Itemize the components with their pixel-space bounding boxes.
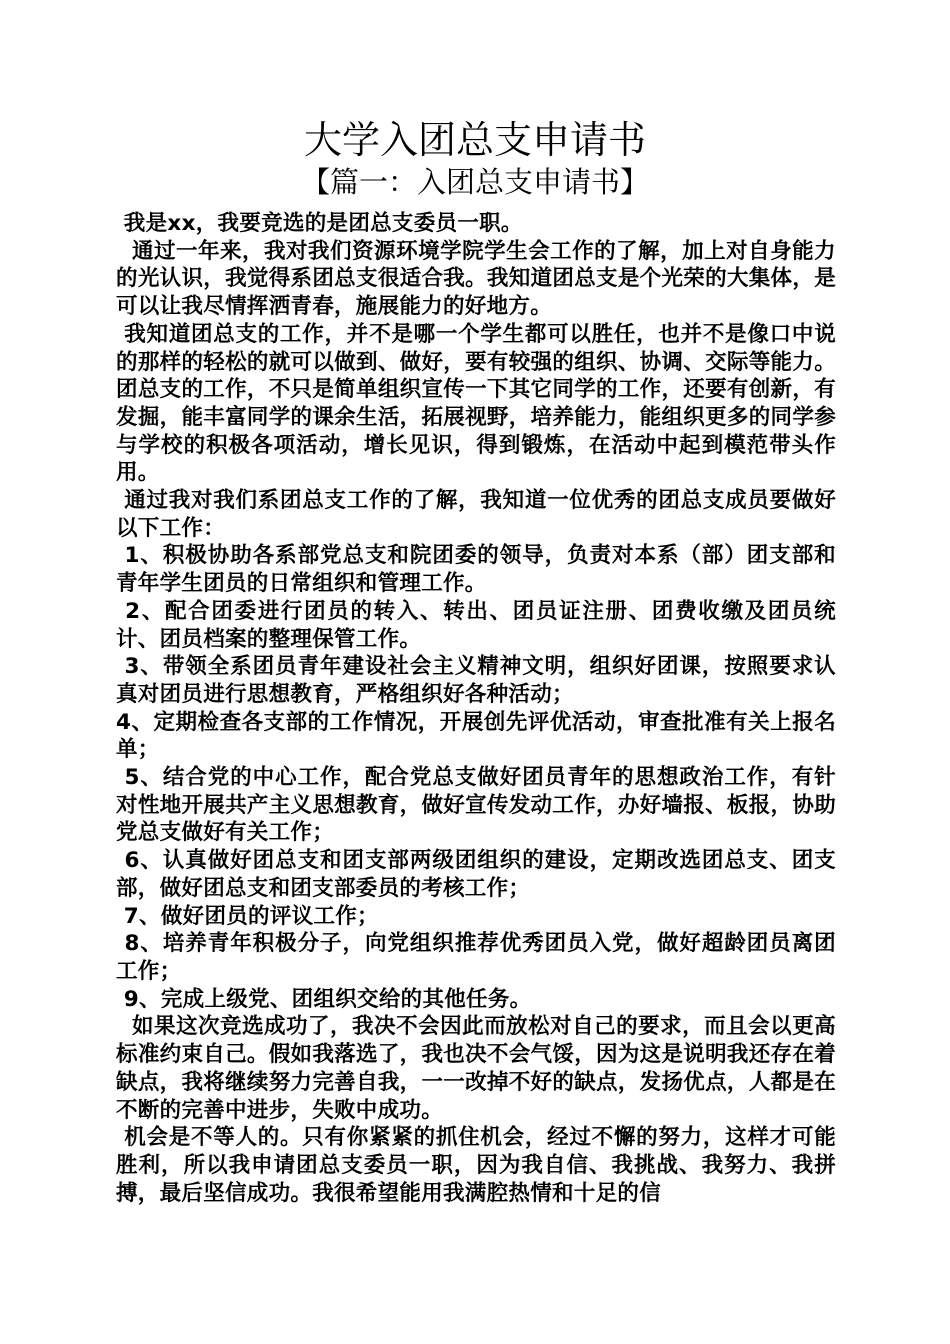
- document-subtitle: 【篇一：入团总支申请书】: [300, 165, 649, 199]
- list-item: 2、配合团委进行团员的转入、转出、团员证注册、团费收缴及团员统计、团员档案的整理保管工作。: [116, 598, 836, 652]
- list-item: 8、培养青年积极分子，向党组织推荐优秀团员入党，做好超龄团员离团工作；: [116, 931, 836, 984]
- paragraph: 通过我对我们系团总支工作的了解，我知道一位优秀的团总支成员要做好以下工作：: [116, 488, 836, 541]
- paragraph: 机会是不等人的。只有你紧紧的抓住机会，经过不懈的努力，这样才可能胜利，所以我申请团总支委员一职，因为我自信、我挑战、我努力、我拼搏，最后坚信成功。我很希望能用我满腔热情和十足的信: [116, 1125, 836, 1206]
- paragraph: 我是xx，我要竞选的是团总支委员一职。: [116, 211, 523, 236]
- document-title: 大学入团总支申请书: [303, 118, 646, 162]
- document-body: [116, 210, 836, 1207]
- list-item: 7、做好团员的评议工作；: [116, 903, 379, 929]
- list-item: 1、积极协助各系部党总支和院团委的领导，负责对本系（部）团支部和青年学生团员的日常组织和管理工作。: [116, 543, 836, 597]
- paragraph: 如果这次竞选成功了，我决不会因此而放松对自己的要求，而且会以更高标准约束自己。假如我落选了，我也决不会气馁，因为这是说明我还存在着缺点，我将继续努力完善自我，一一改掉不好的缺点，发扬优点，人都是在不断的完善中进步，失败中成功。: [116, 1014, 836, 1123]
- list-item: 4、定期检查各支部的工作情况，开展创先评优活动，审查批准有关上报名单；: [116, 709, 836, 763]
- list-item: 6、认真做好团总支和团支部两级团组织的建设，定期改选团总支、团支部，做好团总支和团支部委员的考核工作；: [116, 848, 836, 901]
- list-item: 3、带领全系团员青年建设社会主义精神文明，组织好团课，按照要求认真对团员进行思想教育，严格组织好各种活动；: [116, 654, 836, 707]
- list-item: 9、完成上级党、团组织交给的其他任务。: [116, 986, 532, 1012]
- paragraph: 我知道团总支的工作，并不是哪一个学生都可以胜任，也并不是像口中说的那样的轻松的就可以做到、做好，要有较强的组织、协调、交际等能力。团总支的工作，不只是简单组织宣传一下其它同学的工作，还要有创新，有发掘，能丰富同学的课余生活，拓展视野，培养能力，能组织更多的同学参与学校的积极各项活动，增长见识，得到锻炼，在活动中起到模范带头作用。: [116, 321, 836, 486]
- list-item: 5、结合党的中心工作，配合党总支做好团员青年的思想政治工作，有针对性地开展共产主义思想教育，做好宣传发动工作，办好墙报、板报，协助党总支做好有关工作；: [116, 765, 836, 846]
- paragraph: 通过一年来，我对我们资源环境学院学生会工作的了解，加上对自身能力的光认识，我觉得系团总支很适合我。我知道团总支是个光荣的大集体，是可以让我尽情挥洒青春，施展能力的好地方。: [116, 238, 836, 320]
